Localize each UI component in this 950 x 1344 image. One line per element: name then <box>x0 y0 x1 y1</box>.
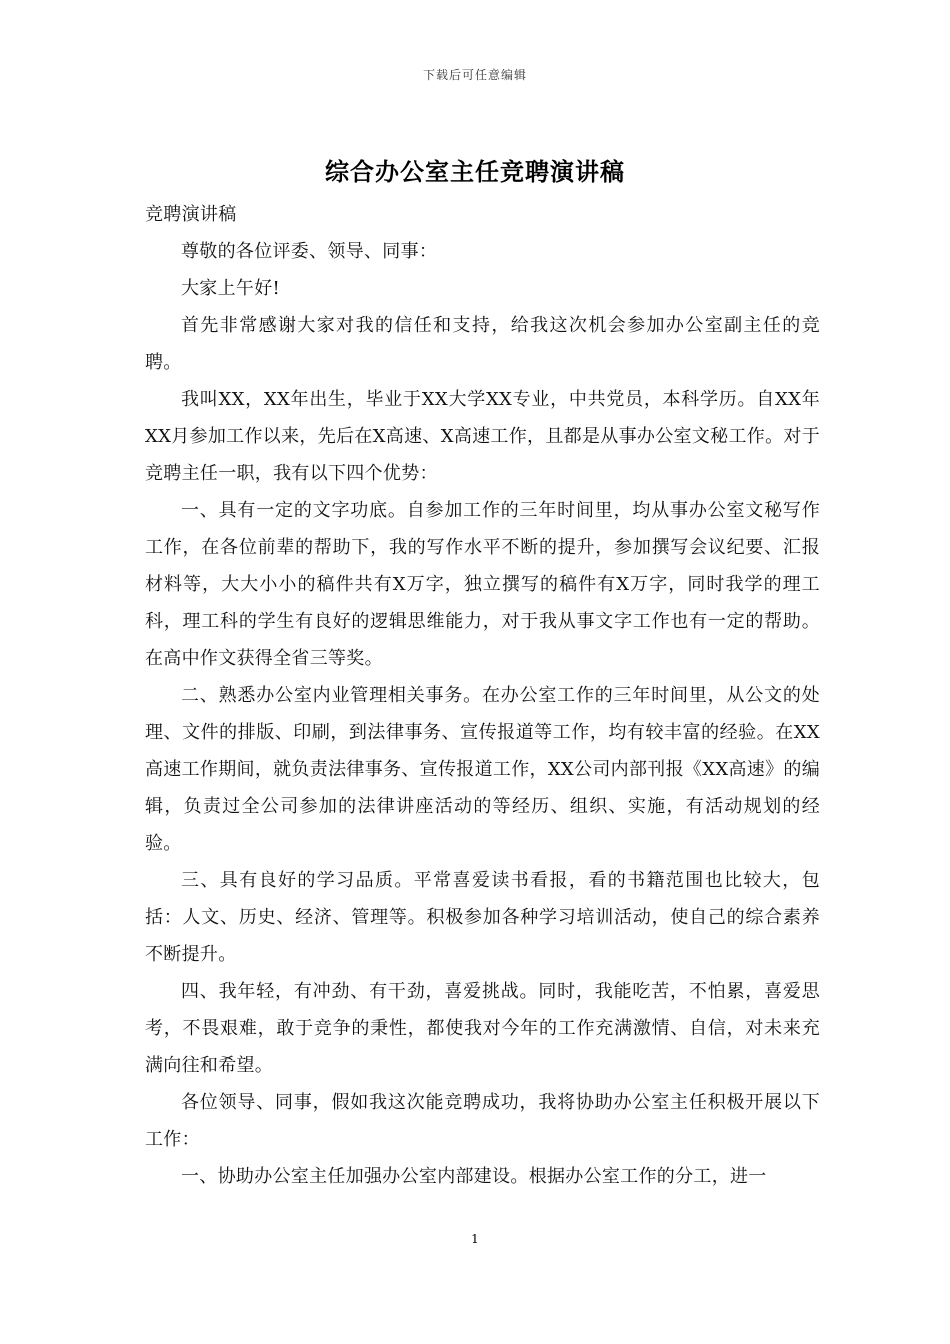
body-paragraph: 我叫XX，XX年出生，毕业于XX大学XX专业，中共党员，本科学历。自XX年XX月参加工作以来，先后在X高速、X高速工作，且都是从事办公室文秘工作。对于竞聘主任一职，我有以下四个优势： <box>145 389 820 484</box>
body-paragraph: 二、熟悉办公室内业管理相关事务。在办公室工作的三年时间里，从公文的处理、文件的排版、印刷，到法律事务、宣传报道等工作，均有较丰富的经验。在XX高速工作期间，就负责法律事务、宣传报道工作，XX公司内部刊报《XX高速》的编辑，负责过全公司参加的法律讲座活动的等经历、组织、实施，有活动规划的经验。 <box>145 685 820 854</box>
body-paragraph: 四、我年轻，有冲劲、有干劲，喜爱挑战。同时，我能吃苦，不怕累，喜爱思考，不畏艰难，敢于竞争的秉性，都使我对今年的工作充满激情、自信，对未来充满向往和希望。 <box>145 981 820 1076</box>
body-paragraph: 首先非常感谢大家对我的信任和支持，给我这次机会参加办公室副主任的竞聘。 <box>145 315 820 373</box>
header-note: 下载后可任意编辑 <box>422 68 527 82</box>
document-title: 综合办公室主任竞聘演讲稿 <box>325 157 625 186</box>
subtitle-paragraph: 竞聘演讲稿 <box>145 204 237 225</box>
body-paragraph: 三、具有良好的学习品质。平常喜爱读书看报，看的书籍范围也比较大，包括：人文、历史、经济、管理等。积极参加各种学习培训活动，使自己的综合素养不断提升。 <box>145 870 820 965</box>
body-paragraph: 一、具有一定的文字功底。自参加工作的三年时间里，均从事办公室文秘写作工作，在各位前辈的帮助下，我的写作水平不断的提升，参加撰写会议纪要、汇报材料等，大大小小的稿件共有X万字，独立撰写的稿件有X万字，同时我学的理工科，理工科的学生有良好的逻辑思维能力，对于我从事文字工作也有一定的帮助。在高中作文获得全省三等奖。 <box>145 500 820 669</box>
salutation-paragraph: 尊敬的各位评委、领导、同事： <box>181 241 438 262</box>
greeting-paragraph: 大家上午好! <box>181 278 281 299</box>
body-paragraph: 一、协助办公室主任加强办公室内部建设。根据办公室工作的分工，进一 <box>181 1166 767 1187</box>
body-paragraph: 各位领导、同事，假如我这次能竞聘成功，我将协助办公室主任积极开展以下工作： <box>145 1092 820 1150</box>
page-number: 1 <box>471 1232 479 1246</box>
document-body <box>145 196 820 1195</box>
